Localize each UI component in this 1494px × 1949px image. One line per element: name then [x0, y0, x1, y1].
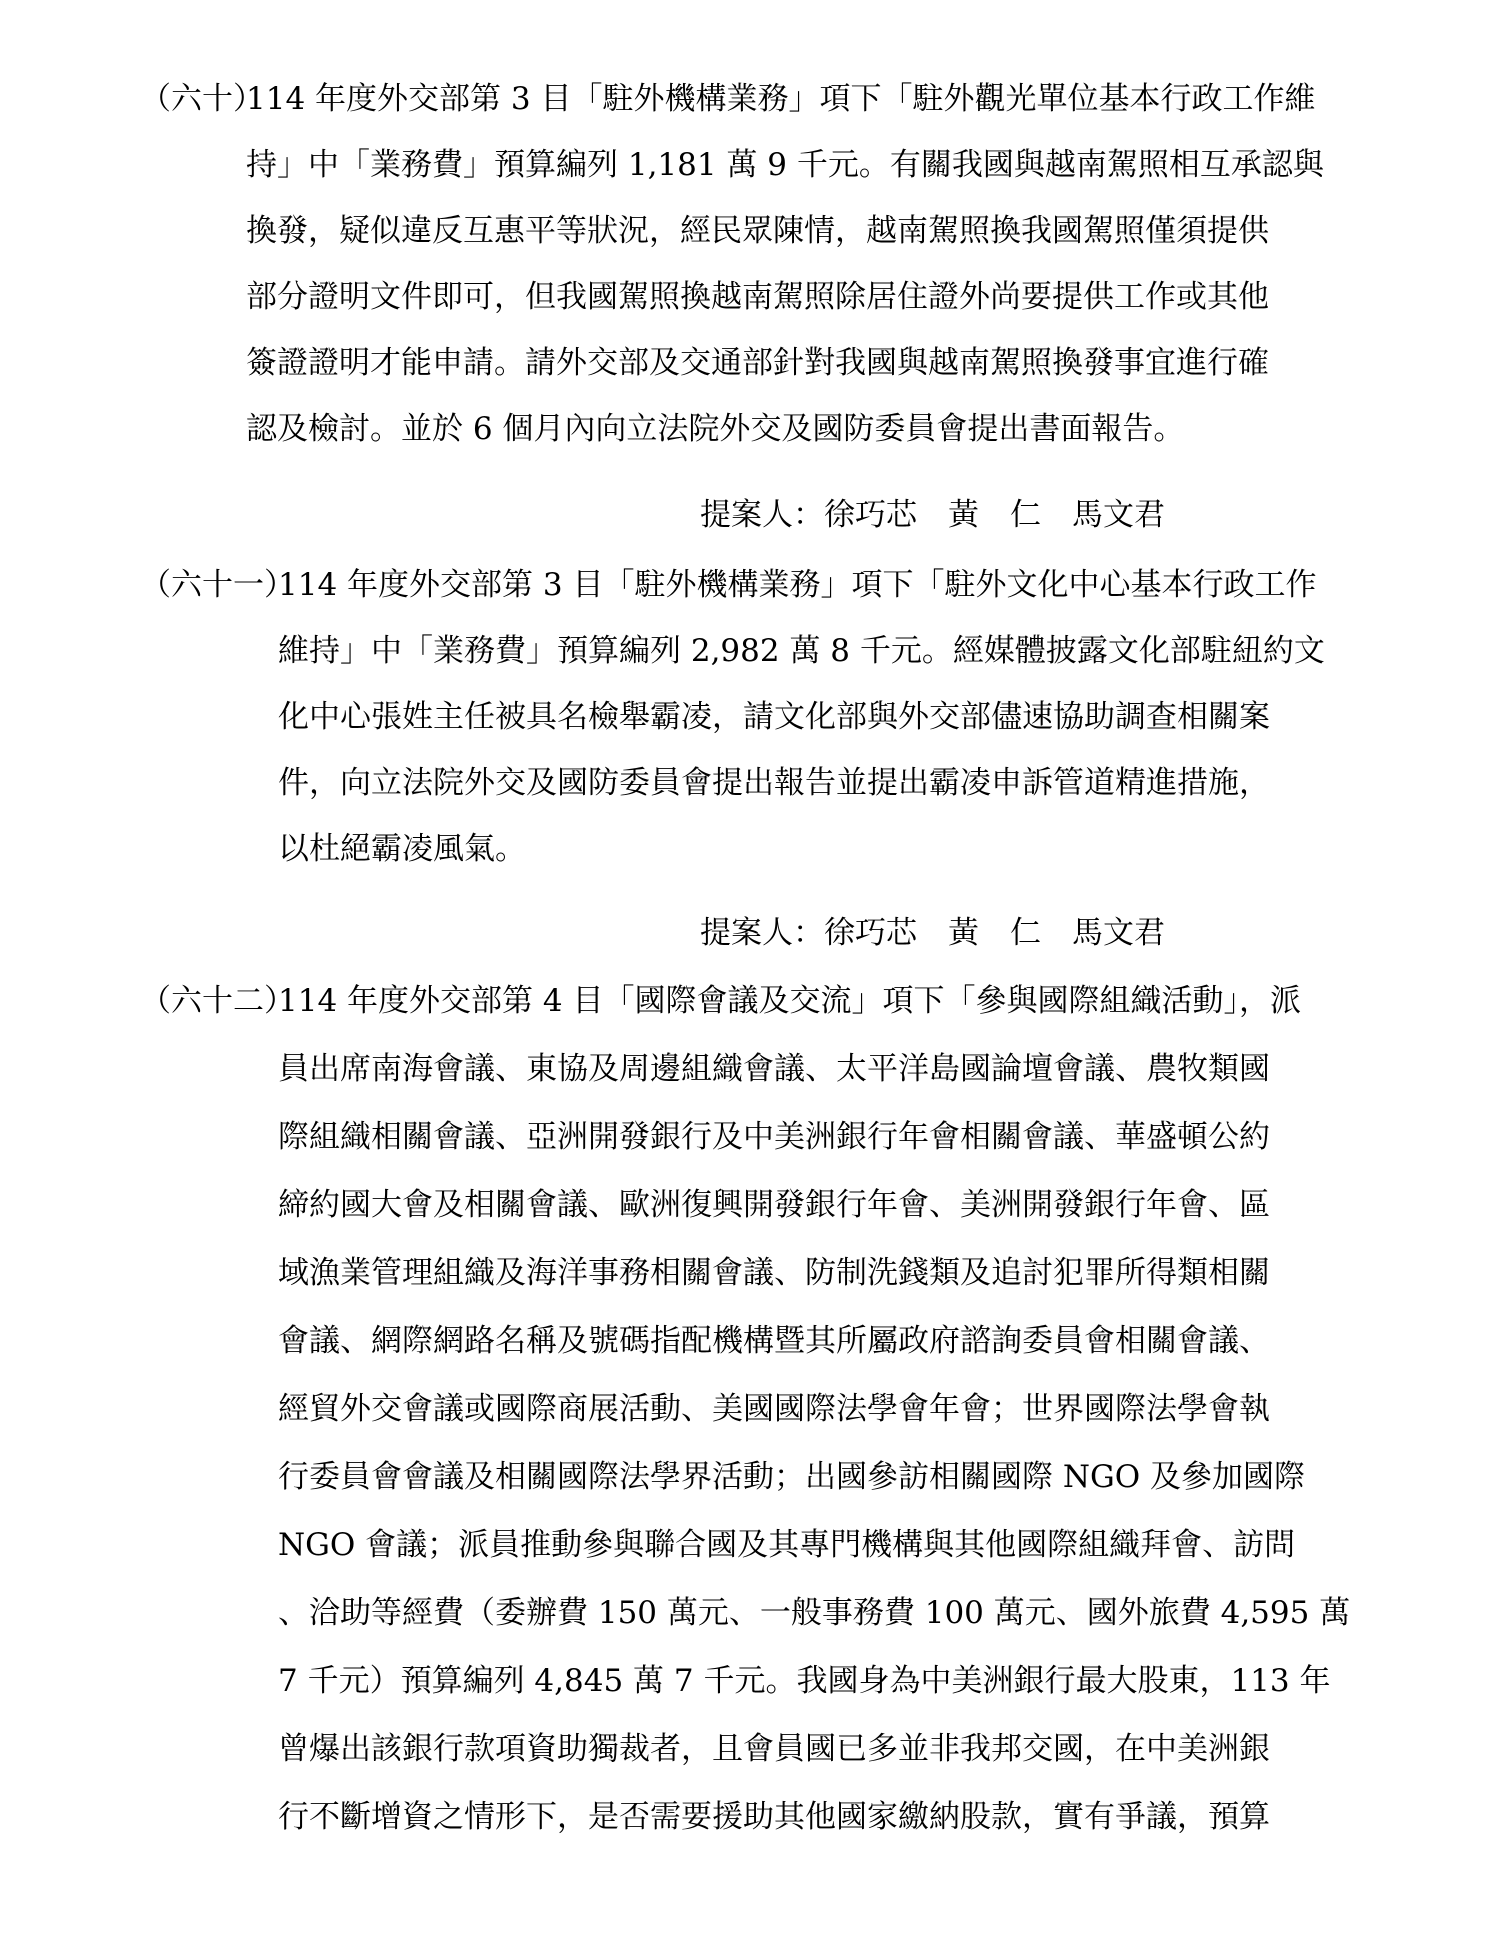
item-text-line: 件，向立法院外交及國防委員會提出報告並提出霸凌申訴管道精進措施，	[278, 765, 1270, 801]
item-text-line: 經貿外交會議或國際商展活動、美國國際法學會年會；世界國際法學會執	[278, 1391, 1270, 1427]
item-text-line: 際組織相關會議、亞洲開發銀行及中美洲銀行年會相關會議、華盛頓公約	[278, 1119, 1270, 1155]
item-text-line: 行不斷增資之情形下，是否需要援助其他國家繳納股款，實有爭議，預算	[278, 1799, 1270, 1835]
item-text-line: 化中心張姓主任被具名檢舉霸凌，請文化部與外交部儘速協助調查相關案	[278, 699, 1270, 735]
item-text-line: 簽證證明才能申請。請外交部及交通部針對我國與越南駕照換發事宜進行確	[246, 345, 1269, 381]
proposer-line: 提案人：徐巧芯 黃 仁 馬文君	[700, 497, 1165, 533]
item-text-line: 114 年度外交部第 4 目「國際會議及交流」項下「參與國際組織活動」，派	[278, 983, 1301, 1019]
item-text-line: 曾爆出該銀行款項資助獨裁者，且會員國已多並非我邦交國，在中美洲銀	[278, 1731, 1270, 1767]
item-text-line: 114 年度外交部第 3 目「駐外機構業務」項下「駐外觀光單位基本行政工作維	[246, 81, 1316, 117]
proposer-line: 提案人：徐巧芯 黃 仁 馬文君	[700, 915, 1165, 951]
item-text-line: 認及檢討。並於 6 個月內向立法院外交及國防委員會提出書面報告。	[246, 411, 1185, 447]
item-text-line: 部分證明文件即可，但我國駕照換越南駕照除居住證外尚要提供工作或其他	[246, 279, 1269, 315]
item-text-line: 換發，疑似違反互惠平等狀況，經民眾陳情，越南駕照換我國駕照僅須提供	[246, 213, 1269, 249]
item-number: （六十一）	[140, 567, 295, 603]
item-text-line: 持」中「業務費」預算編列 1,181 萬 9 千元。有關我國與越南駕照相互承認與	[246, 147, 1324, 183]
item-text-line: 員出席南海會議、東協及周邊組織會議、太平洋島國論壇會議、農牧類國	[278, 1051, 1270, 1087]
item-number: （六十二）	[140, 983, 295, 1019]
item-text-line: 締約國大會及相關會議、歐洲復興開發銀行年會、美洲開發銀行年會、區	[278, 1187, 1270, 1223]
item-text-line: 維持」中「業務費」預算編列 2,982 萬 8 千元。經媒體披露文化部駐紐約文	[278, 633, 1325, 669]
item-text-line: 7 千元）預算編列 4,845 萬 7 千元。我國身為中美洲銀行最大股東，113 年	[278, 1663, 1331, 1699]
item-text-line: 、洽助等經費（委辦費 150 萬元、一般事務費 100 萬元、國外旅費 4,595 萬	[278, 1595, 1351, 1631]
item-number: （六十）	[140, 81, 264, 117]
item-text-line: 行委員會會議及相關國際法學界活動；出國參訪相關國際 NGO 及參加國際	[278, 1459, 1306, 1495]
item-text-line: 以杜絕霸凌風氣。	[278, 831, 526, 867]
item-text-line: 域漁業管理組織及海洋事務相關會議、防制洗錢類及追討犯罪所得類相關	[278, 1255, 1270, 1291]
item-text-line: 會議、網際網路名稱及號碼指配機構暨其所屬政府諮詢委員會相關會議、	[278, 1323, 1270, 1359]
item-text-line: NGO 會議；派員推動參與聯合國及其專門機構與其他國際組織拜會、訪問	[278, 1527, 1296, 1563]
item-text-line: 114 年度外交部第 3 目「駐外機構業務」項下「駐外文化中心基本行政工作	[278, 567, 1317, 603]
